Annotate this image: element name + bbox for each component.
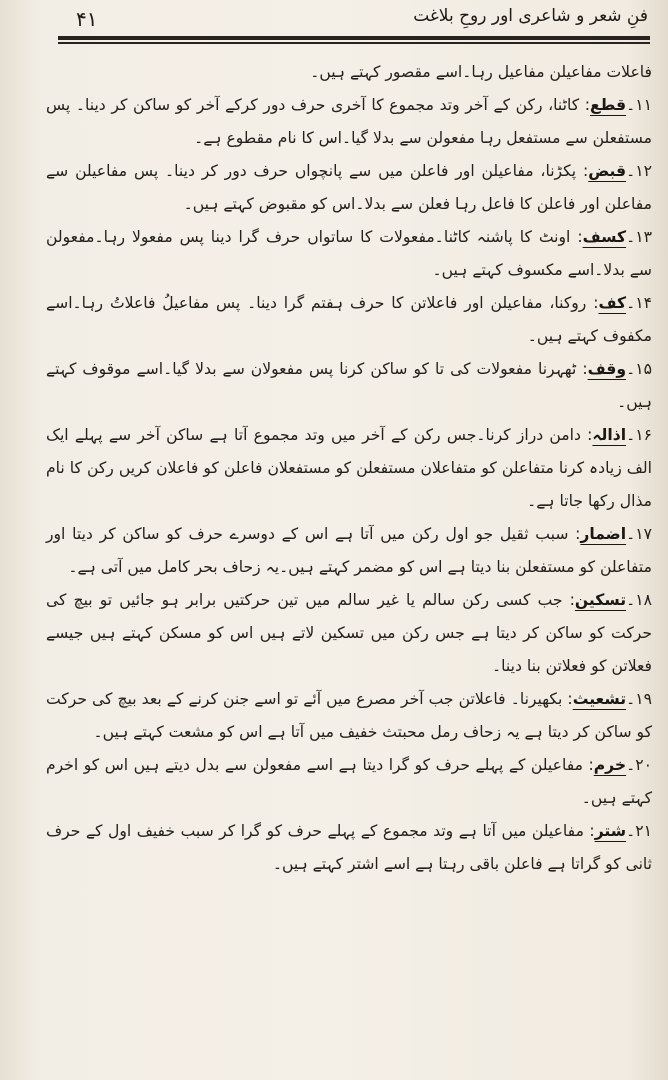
entry-term: شتر [594, 822, 627, 840]
entry-text: : ٹھہرنا مفعولات کی تا کو ساکن کرنا پس مفعولان سے بدلا گیا۔اسے موقوف کہتے ہیں۔ [46, 360, 652, 411]
entry-text: : پکڑنا، مفاعیلن اور فاعلن میں سے پانچواں حرف دور کر دینا۔ پس مفاعیلن سے مفاعلن اور فاعلن کا فاعل رہا فعلن سے بدلا۔اس کو مقبوض کہتے ہیں۔ [46, 162, 652, 213]
entry-term: تشعیث [572, 690, 627, 708]
entry-14 [46, 287, 652, 353]
entry-term: خرم [593, 756, 627, 774]
entry-number: ۱۸۔ [626, 591, 652, 609]
page-number: ۴۱ [76, 7, 98, 31]
entry-text: : کاٹنا، رکن کے آخر وتد مجموع کا آخری حرف دور کرکے آخر کو ساکن کر دینا۔ پس مستفعلن سے مستفعل رہا مفعولن سے بدلا گیا۔اس کا نام مقطوع ہے۔ [46, 96, 652, 147]
entry-term: قبض [588, 162, 627, 180]
entry-number: ۲۱۔ [626, 822, 652, 840]
entry-text: : مفاعیلن میں آتا ہے وتد مجموع کے پہلے حرف کو گرا کر سبب خفیف اول کے حرف ثانی کو گراتا ہے فاعلن باقی رہتا ہے اسے اشتر کہتے ہیں۔ [46, 822, 652, 873]
page-header [40, 4, 654, 34]
entry-text: : بکھیرنا۔ فاعلاتن جب آخر مصرع میں آئے تو اسے جنن کرنے کے بعد بیچ کی حرکت کو ساکن کر دیتا ہے یہ زحاف رمل محبتث خفیف میں آتا ہے اس کو مشعت کہتے ہیں۔ [46, 690, 652, 741]
entry-number: ۱۹۔ [626, 690, 652, 708]
entry-number: ۱۳۔ [626, 228, 652, 246]
entry-term: تسکین [574, 591, 627, 609]
entry-text: : مفاعیلن کے پہلے حرف کو گرا دیتا ہے اسے مفعولن سے بدل دیتے ہیں اس کو اخرم کہتے ہیں۔ [46, 756, 652, 807]
entry-20 [46, 749, 652, 815]
entry-16 [46, 419, 652, 518]
entry-term: کسف [582, 228, 627, 246]
entry-number: ۱۱۔ [626, 96, 652, 114]
entry-term: قطع [590, 96, 627, 114]
entry-number: ۲۰۔ [626, 756, 652, 774]
entry-text: : روکنا، مفاعیلن اور فاعلاتن کا حرف ہفتم گرا دینا۔ پس مفاعیلُ فاعلاتُ رہا۔اسے مکفوف کہتے ہیں۔ [46, 294, 652, 345]
intro-line: فاعلات مفاعیلن مفاعیل رہا۔اسے مقصور کہتے ہیں۔ [310, 63, 652, 81]
entry-text: : اونٹ کا پاشنہ کاٹنا۔مفعولات کا ساتواں حرف گرا دینا پس مفعولا رہا۔مفعولن سے بدلا۔اسے مکسوف کہتے ہیں۔ [46, 228, 652, 279]
header-rule-thick [58, 36, 650, 40]
entry-number: ۱۴۔ [626, 294, 652, 312]
page-body [46, 56, 652, 881]
entry-13 [46, 221, 652, 287]
entry-text: : سبب ثقیل جو اول رکن میں آتا ہے اس کے دوسرے حرف کو ساکن کر دیتا اور متفاعلن کو مستفعلن بنا دیتا ہے اس کو مضمر کہتے ہیں۔یہ زحاف بحر کامل میں آتی ہے۔ [46, 525, 652, 576]
header-rule-thin [58, 42, 650, 44]
entry-term: کف [598, 294, 627, 312]
entry-number: ۱۶۔ [626, 426, 652, 444]
entry-21 [46, 815, 652, 881]
entry-11 [46, 89, 652, 155]
entry-19 [46, 683, 652, 749]
entry-term: اضمار [580, 525, 627, 543]
entry-text: : دامن دراز کرنا۔جس رکن کے آخر میں وتد مجموع آتا ہے ساکن آخر سے پہلے ایک الف زیادہ کرنا متفاعلن کو متفاعلان مستفعلن کو مستفعلان فاعلن کو فاعلان کریں رکن کا نام مذال رکھا جاتا ہے۔ [46, 426, 652, 510]
entry-18 [46, 584, 652, 683]
entry-number: ۱۲۔ [626, 162, 652, 180]
entry-number: ۱۵۔ [626, 360, 652, 378]
entry-text: : جب کسی رکن سالم یا غیر سالم میں تین حرکتیں برابر ہو جائیں تو بیچ کی حرکت کو ساکن کر دیتا ہے جس رکن میں تسکین لاتے ہیں اس کو مسکن کہتے ہیں جیسے فعلاتن کو فعلاتن بنا دینا۔ [46, 591, 652, 675]
running-title: فنِ شعر و شاعری اور روحِ بلاغت [413, 6, 648, 26]
entry-17 [46, 518, 652, 584]
entry-number: ۱۷۔ [626, 525, 652, 543]
entry-term: وقف [587, 360, 627, 378]
entry-term: اذالہ [592, 426, 627, 444]
entry-15 [46, 353, 652, 419]
entry-12 [46, 155, 652, 221]
